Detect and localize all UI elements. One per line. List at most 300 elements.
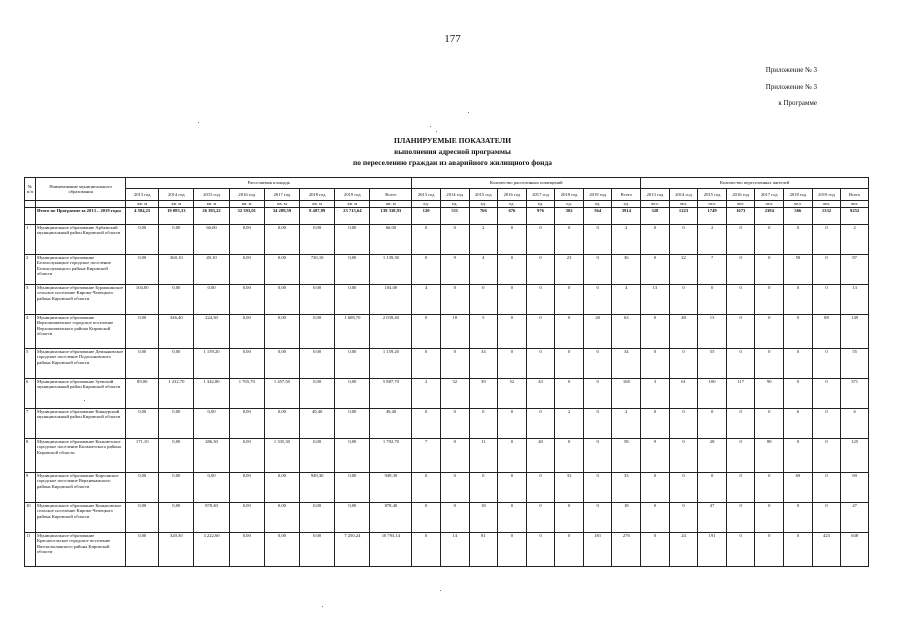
- unit-cell: ед.: [526, 201, 555, 208]
- municipality-name: Итого по Программе за 2013 – 2019 годы: [36, 208, 126, 225]
- value-cell: 69: [841, 473, 869, 503]
- value-cell: 26 383,22: [194, 208, 229, 225]
- value-cell: 87: [841, 255, 869, 285]
- value-cell: 0: [583, 503, 612, 533]
- value-cell: 0: [498, 473, 527, 503]
- municipality-name: Муниципальное образование Зуевский муниципальный район Кировской области: [36, 379, 126, 409]
- value-cell: 3914: [612, 208, 641, 225]
- value-cell: 19 085,33: [159, 208, 194, 225]
- value-cell: 0: [498, 503, 527, 533]
- value-cell: 47: [841, 503, 869, 533]
- value-cell: 0: [526, 315, 555, 349]
- value-cell: 0: [526, 225, 555, 255]
- total-header: Всего: [612, 189, 641, 201]
- value-cell: 0,00: [335, 409, 370, 439]
- unit-cell: чел.: [784, 201, 813, 208]
- value-cell: 0: [726, 439, 755, 473]
- municipality-name: Муниципальное образование Коныповское сельское поселение Кирово-Чепецкого района Кировской области: [36, 503, 126, 533]
- value-cell: 0: [812, 379, 841, 409]
- value-cell: 0: [641, 349, 670, 379]
- value-cell: 0,00: [126, 225, 159, 255]
- value-cell: 0: [412, 473, 441, 503]
- group-rooms-header: Количество расселенных помещений: [412, 178, 641, 189]
- value-cell: 117: [726, 379, 755, 409]
- value-cell: 40: [583, 315, 612, 349]
- value-cell: 18: [469, 503, 498, 533]
- value-cell: 171,10: [126, 439, 159, 473]
- value-cell: 0: [669, 349, 698, 379]
- value-cell: 2: [612, 409, 641, 439]
- value-cell: 55: [698, 349, 727, 379]
- value-cell: 0,00: [335, 473, 370, 503]
- value-cell: 168: [612, 379, 641, 409]
- value-cell: 0,00: [335, 349, 370, 379]
- municipality-name: Муниципальное образование Бурмакинское сельское поселение Кирово-Чепецкого района Кировской области: [36, 285, 126, 315]
- value-cell: 0: [641, 255, 670, 285]
- value-cell: 28: [698, 439, 727, 473]
- value-cell: 3: [641, 379, 670, 409]
- unit-cell: кв. м: [370, 201, 412, 208]
- value-cell: 0: [555, 503, 584, 533]
- unit-cell: чел.: [726, 201, 755, 208]
- value-cell: 0: [583, 473, 612, 503]
- value-cell: 0,00: [126, 409, 159, 439]
- value-cell: 0,00: [264, 225, 299, 255]
- value-cell: 89,00: [126, 379, 159, 409]
- value-cell: 0: [583, 349, 612, 379]
- value-cell: 0: [555, 533, 584, 567]
- value-cell: 0: [498, 349, 527, 379]
- value-cell: 0: [812, 225, 841, 255]
- table-row: [25, 349, 869, 379]
- municipality-name: Муниципальное образование Арбажский муниципальный район Кировской области: [36, 225, 126, 255]
- value-cell: 49,40: [370, 409, 412, 439]
- value-cell: 1223: [669, 208, 698, 225]
- value-cell: 23 715,64: [335, 208, 370, 225]
- value-cell: 0,00: [229, 255, 264, 285]
- year-header: 2019 год: [583, 189, 612, 201]
- unit-cell: ед.: [555, 201, 584, 208]
- value-cell: 149: [841, 315, 869, 349]
- unit-cell: ед.: [498, 201, 527, 208]
- value-cell: 0,00: [229, 349, 264, 379]
- value-cell: 0: [498, 315, 527, 349]
- year-header: 2016 год: [726, 189, 755, 201]
- value-cell: 0,00: [300, 285, 335, 315]
- value-cell: 34: [612, 349, 641, 379]
- value-cell: 18: [440, 315, 469, 349]
- year-header: 2016 год: [498, 189, 527, 201]
- value-cell: 7 250,24: [335, 533, 370, 567]
- value-cell: 2: [469, 225, 498, 255]
- value-cell: 0: [412, 349, 441, 379]
- value-cell: 0,00: [335, 285, 370, 315]
- value-cell: 0: [498, 409, 527, 439]
- value-cell: 0: [583, 439, 612, 473]
- table-row: [25, 208, 869, 225]
- value-cell: 18: [612, 503, 641, 533]
- value-cell: 346,40: [159, 315, 194, 349]
- value-cell: 55: [841, 349, 869, 379]
- value-cell: 0: [641, 315, 670, 349]
- value-cell: 0: [784, 533, 813, 567]
- value-cell: 14: [440, 533, 469, 567]
- row-number: 9: [25, 473, 36, 503]
- value-cell: 0,00: [264, 349, 299, 379]
- value-cell: 0: [498, 255, 527, 285]
- value-cell: 0: [784, 315, 813, 349]
- value-cell: 39: [469, 379, 498, 409]
- value-cell: 0,00: [335, 503, 370, 533]
- value-cell: 66,00: [370, 225, 412, 255]
- value-cell: 0: [784, 439, 813, 473]
- value-cell: 0,00: [126, 315, 159, 349]
- value-cell: 61: [669, 379, 698, 409]
- col-name-header: Наименование муниципального образования: [36, 178, 126, 201]
- row-number: 2: [25, 255, 36, 285]
- value-cell: 0,00: [335, 225, 370, 255]
- value-cell: 0: [726, 503, 755, 533]
- value-cell: 0: [784, 379, 813, 409]
- value-cell: 0,00: [194, 285, 229, 315]
- value-cell: 63: [612, 315, 641, 349]
- value-cell: 5: [469, 315, 498, 349]
- value-cell: 1 457,50: [264, 379, 299, 409]
- value-cell: 1 139,30: [370, 255, 412, 285]
- value-cell: 511: [440, 208, 469, 225]
- value-cell: 0,00: [229, 409, 264, 439]
- value-cell: 8 487,89: [300, 208, 335, 225]
- unit-cell: кв. м: [229, 201, 264, 208]
- year-header: 2013 год: [641, 189, 670, 201]
- value-cell: 0,00: [300, 379, 335, 409]
- value-cell: 0: [440, 439, 469, 473]
- value-cell: 0,00: [335, 255, 370, 285]
- unit-cell: кв. м: [159, 201, 194, 208]
- value-cell: 104,00: [370, 285, 412, 315]
- value-cell: 566: [784, 208, 813, 225]
- unit-cell: ед.: [440, 201, 469, 208]
- value-cell: 0,00: [194, 409, 229, 439]
- year-header: 2015 год: [194, 189, 229, 201]
- year-header: 2018 год: [300, 189, 335, 201]
- value-cell: 81: [469, 533, 498, 567]
- value-cell: 328: [641, 208, 670, 225]
- table-row: [25, 315, 869, 349]
- value-cell: 0,00: [229, 285, 264, 315]
- value-cell: 4: [469, 255, 498, 285]
- row-number: 5: [25, 349, 36, 379]
- value-cell: 0: [669, 285, 698, 315]
- value-cell: 730,10: [300, 255, 335, 285]
- page-number: 177: [444, 33, 461, 45]
- value-cell: 34: [469, 349, 498, 379]
- value-cell: 766: [469, 208, 498, 225]
- value-cell: 0: [555, 379, 584, 409]
- value-cell: 564: [583, 208, 612, 225]
- value-cell: 33: [612, 473, 641, 503]
- value-cell: 0,00: [159, 409, 194, 439]
- value-cell: 120: [412, 208, 441, 225]
- value-cell: 4: [612, 285, 641, 315]
- value-cell: 0: [812, 503, 841, 533]
- value-cell: 1 159,20: [194, 349, 229, 379]
- value-cell: 2: [555, 409, 584, 439]
- value-cell: 276: [612, 533, 641, 567]
- value-cell: 88: [755, 439, 784, 473]
- unit-blank: [36, 201, 126, 208]
- value-cell: 0: [440, 285, 469, 315]
- value-cell: 676: [498, 208, 527, 225]
- value-cell: 0: [583, 285, 612, 315]
- table-row: [25, 533, 869, 567]
- value-cell: 0: [469, 473, 498, 503]
- value-cell: 9252: [841, 208, 869, 225]
- value-cell: 0,00: [300, 315, 335, 349]
- value-cell: 0,00: [126, 473, 159, 503]
- unit-cell: ед.: [469, 201, 498, 208]
- value-cell: 5 887,70: [370, 379, 412, 409]
- value-cell: 0,00: [300, 349, 335, 379]
- value-cell: 47: [698, 503, 727, 533]
- year-header: 2015 год: [469, 189, 498, 201]
- row-number: 8: [25, 439, 36, 473]
- year-header: 2013 год: [412, 189, 441, 201]
- value-cell: 0: [726, 533, 755, 567]
- row-number: 6: [25, 379, 36, 409]
- value-cell: 0,00: [229, 225, 264, 255]
- group-area-header: Расселяемая площадь: [126, 178, 412, 189]
- value-cell: 0,00: [229, 473, 264, 503]
- value-cell: 0,00: [159, 349, 194, 379]
- year-header-row: [25, 189, 869, 201]
- unit-cell: кв. м: [300, 201, 335, 208]
- row-number: 1: [25, 225, 36, 255]
- value-cell: 0,00: [264, 533, 299, 567]
- value-cell: 1749: [698, 208, 727, 225]
- value-cell: 320,30: [159, 533, 194, 567]
- value-cell: 0: [555, 439, 584, 473]
- table-row: [25, 225, 869, 255]
- value-cell: 9: [641, 439, 670, 473]
- value-cell: 0: [726, 409, 755, 439]
- indicators-table: [24, 177, 869, 567]
- municipality-name: Муниципальное образование Красносельское городское поселение Вятскополянского района Кировской области: [36, 533, 126, 567]
- value-cell: 0: [583, 225, 612, 255]
- value-cell: 0: [583, 379, 612, 409]
- value-cell: 0: [440, 503, 469, 533]
- value-cell: 0: [412, 225, 441, 255]
- unit-cell: чел.: [698, 201, 727, 208]
- unit-cell: кв. м: [264, 201, 299, 208]
- total-header: Всего: [841, 189, 869, 201]
- value-cell: 0: [469, 409, 498, 439]
- value-cell: 0: [698, 473, 727, 503]
- value-cell: 0: [412, 533, 441, 567]
- value-cell: 0,00: [229, 315, 264, 349]
- unit-header-row: [25, 201, 869, 208]
- value-cell: 0: [755, 473, 784, 503]
- municipality-name: Муниципальное образование Кильмезское городское поселение Кильмезского района Кировской области: [36, 439, 126, 473]
- document-subtitle-1: выполнения адресной программы: [394, 147, 511, 156]
- value-cell: 0,00: [264, 503, 299, 533]
- municipality-name: Муниципальное образование Кикнурский муниципальный район Кировской области: [36, 409, 126, 439]
- document-subtitle-2: по переселению граждан из аварийного жилищного фонда: [352, 158, 553, 167]
- value-cell: 0: [555, 315, 584, 349]
- value-cell: 22: [669, 255, 698, 285]
- value-cell: 1 232,70: [159, 379, 194, 409]
- row-number: 3: [25, 285, 36, 315]
- value-cell: 0: [526, 533, 555, 567]
- value-cell: 1 765,70: [229, 379, 264, 409]
- value-cell: 40: [526, 439, 555, 473]
- value-cell: 0: [755, 349, 784, 379]
- value-cell: 0: [526, 473, 555, 503]
- value-cell: 0,00: [159, 439, 194, 473]
- unit-cell: чел.: [841, 201, 869, 208]
- value-cell: 0: [812, 349, 841, 379]
- value-cell: 0: [412, 255, 441, 285]
- value-cell: 1 159,20: [370, 349, 412, 379]
- value-cell: 13: [841, 285, 869, 315]
- value-cell: 949,30: [370, 473, 412, 503]
- value-cell: 34 289,59: [264, 208, 299, 225]
- year-header: 2017 год: [755, 189, 784, 201]
- value-cell: 32: [440, 379, 469, 409]
- value-cell: 0,00: [300, 225, 335, 255]
- appendix-line-1: Приложение № 3: [765, 66, 817, 74]
- table-row: [25, 379, 869, 409]
- value-cell: 58: [612, 439, 641, 473]
- value-cell: 371: [841, 379, 869, 409]
- value-cell: 7: [698, 255, 727, 285]
- value-cell: 0: [669, 439, 698, 473]
- value-cell: 7: [412, 439, 441, 473]
- value-cell: 4 584,25: [126, 208, 159, 225]
- value-cell: 878,40: [194, 503, 229, 533]
- table-row: [25, 439, 869, 473]
- row-number: 7: [25, 409, 36, 439]
- value-cell: 0: [526, 255, 555, 285]
- value-cell: 0: [641, 533, 670, 567]
- table-row: [25, 409, 869, 439]
- unit-cell: чел.: [755, 201, 784, 208]
- value-cell: 0: [641, 503, 670, 533]
- row-number: 11: [25, 533, 36, 567]
- value-cell: 0,00: [264, 255, 299, 285]
- appendix-line-3: к Программе: [778, 99, 817, 107]
- value-cell: 0: [812, 255, 841, 285]
- table-row: [25, 503, 869, 533]
- value-cell: 0: [726, 285, 755, 315]
- table-row: [25, 255, 869, 285]
- unit-cell: ед.: [612, 201, 641, 208]
- unit-blank: [25, 201, 36, 208]
- value-cell: 0,00: [264, 409, 299, 439]
- value-cell: 638: [841, 533, 869, 567]
- value-cell: 0: [555, 349, 584, 379]
- table-row: [25, 285, 869, 315]
- value-cell: 0: [526, 409, 555, 439]
- unit-cell: кв. м: [194, 201, 229, 208]
- value-cell: 0,00: [126, 503, 159, 533]
- value-cell: 0: [641, 409, 670, 439]
- value-cell: 104,00: [126, 285, 159, 315]
- value-cell: 0: [641, 473, 670, 503]
- value-cell: 0,00: [300, 533, 335, 567]
- value-cell: 13: [641, 285, 670, 315]
- value-cell: 2: [412, 379, 441, 409]
- value-cell: 224,30: [194, 315, 229, 349]
- value-cell: 0: [698, 285, 727, 315]
- row-number: 4: [25, 315, 36, 349]
- unit-cell: ед.: [583, 201, 612, 208]
- year-header: 2016 год: [229, 189, 264, 201]
- value-cell: 1673: [726, 208, 755, 225]
- value-cell: 2384: [755, 208, 784, 225]
- value-cell: 90: [755, 379, 784, 409]
- value-cell: 878,40: [370, 503, 412, 533]
- value-cell: 0,00: [194, 473, 229, 503]
- value-cell: 0,00: [159, 225, 194, 255]
- year-header: 2015 год: [698, 189, 727, 201]
- value-cell: 0,00: [159, 503, 194, 533]
- value-cell: 69: [784, 473, 813, 503]
- value-cell: 0: [641, 225, 670, 255]
- value-cell: 0,00: [264, 285, 299, 315]
- year-header: 2018 год: [784, 189, 813, 201]
- value-cell: 0: [412, 315, 441, 349]
- municipality-name: Муниципальное образование Верхошижемское городское поселение Верхошижемского района Кировской области: [36, 315, 126, 349]
- value-cell: 11: [469, 439, 498, 473]
- unit-cell: ед.: [412, 201, 441, 208]
- value-cell: 33: [555, 473, 584, 503]
- value-cell: 0: [812, 285, 841, 315]
- value-cell: 0: [469, 285, 498, 315]
- value-cell: 0: [669, 473, 698, 503]
- value-cell: 0: [498, 439, 527, 473]
- year-header: 2019 год: [812, 189, 841, 201]
- value-cell: 23: [555, 255, 584, 285]
- value-cell: 10 793,14: [370, 533, 412, 567]
- value-cell: 0: [755, 315, 784, 349]
- value-cell: 0: [669, 503, 698, 533]
- unit-cell: кв. м: [335, 201, 370, 208]
- value-cell: 0,00: [159, 285, 194, 315]
- value-cell: 0,00: [300, 503, 335, 533]
- value-cell: 4: [412, 285, 441, 315]
- value-cell: 0: [669, 225, 698, 255]
- row-number: [25, 208, 36, 225]
- table-row: [25, 473, 869, 503]
- group-people-header: Количество переселенных жителей: [641, 178, 869, 189]
- row-number: 10: [25, 503, 36, 533]
- value-cell: 0,00: [229, 533, 264, 567]
- value-cell: 48: [669, 315, 698, 349]
- value-cell: 0,00: [264, 473, 299, 503]
- value-cell: 3 222,60: [194, 533, 229, 567]
- value-cell: 0: [755, 255, 784, 285]
- value-cell: 976: [526, 208, 555, 225]
- value-cell: 0: [498, 225, 527, 255]
- value-cell: 0,00: [264, 315, 299, 349]
- municipality-name: Муниципальное образование Демьяновское городское поселение Подосиновского района Кировской области: [36, 349, 126, 379]
- document-title: ПЛАНИРУЕМЫЕ ПОКАЗАТЕЛИ: [393, 136, 512, 145]
- year-header: 2014 год: [440, 189, 469, 201]
- value-cell: 0: [726, 315, 755, 349]
- year-header: 2019 год: [335, 189, 370, 201]
- value-cell: 0: [726, 349, 755, 379]
